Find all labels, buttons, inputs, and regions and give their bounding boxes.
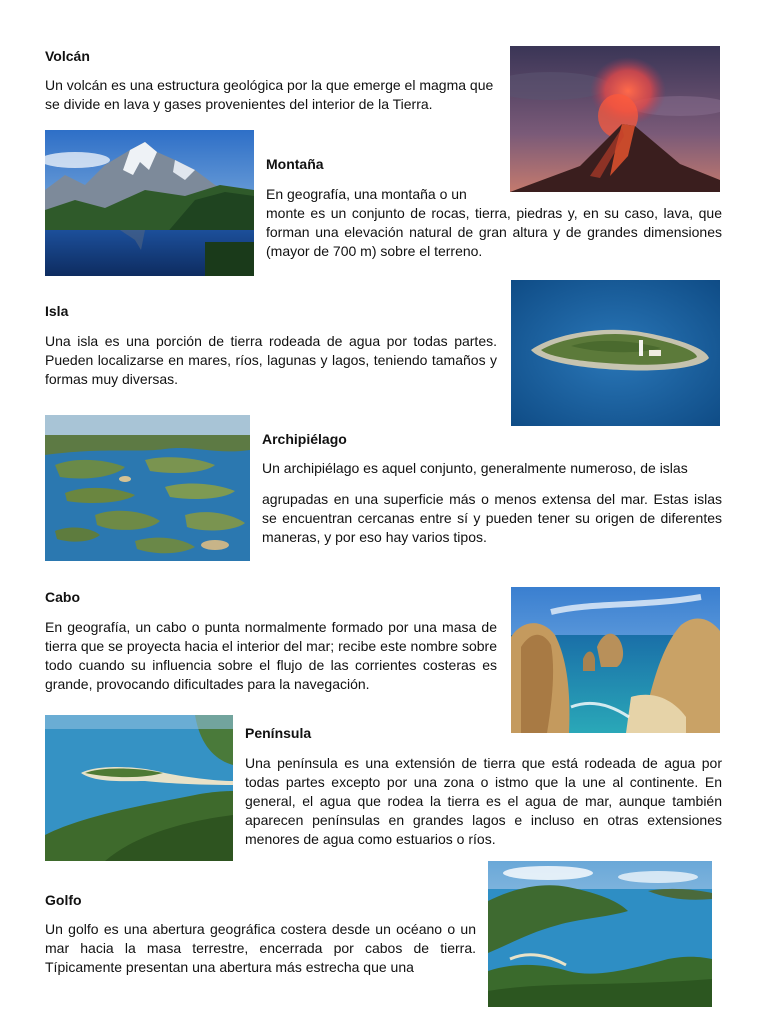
montana-heading: Montaña — [266, 156, 324, 172]
isla-text: Una isla es una porción de tierra rodeada de agua por todas partes. Pueden localizarse en mares, ríos, lagunas y lagos, teniendo tamaños y formas muy diversas. — [45, 333, 497, 387]
peninsula-heading: Península — [245, 725, 312, 741]
archipielago-text: agrupadas en una superficie más o menos extensa del mar. Estas islas se encuentran cercanas entre sí y pueden tener su origen de diferentes maneras, y por eso hay varios tipos. — [262, 491, 722, 545]
volcan-heading: Volcán — [45, 48, 90, 64]
island-image — [511, 280, 720, 426]
mountain-image — [45, 130, 254, 276]
montana-text-first: En geografía, una montaña o un — [266, 186, 467, 202]
golfo-heading: Golfo — [45, 892, 82, 908]
golfo-text: Un golfo es una abertura geográfica costera desde un océano o un mar hacia la masa terrestre, encerrada por cabos de tierra. Típicamente presentan una abertura más estrecha que una — [45, 921, 476, 975]
cabo-heading: Cabo — [45, 589, 80, 605]
cape-image — [511, 587, 720, 733]
cabo-text: En geografía, un cabo o punta normalmente formado por una masa de tierra que se proyecta hacia el interior del mar; recibe este nombre sobre todo cuando su influencia sobre el flujo de las corrientes costeras es grande, provocando dificultades para la navegación. — [45, 619, 497, 692]
archipelago-image — [45, 415, 250, 561]
gulf-image — [488, 861, 712, 1007]
archipielago-heading: Archipiélago — [262, 431, 347, 447]
peninsula-image — [45, 715, 233, 861]
archipielago-text-first: Un archipiélago es aquel conjunto, generalmente numeroso, de islas — [262, 460, 688, 476]
volcano-image — [510, 46, 720, 192]
montana-text: monte es un conjunto de rocas, tierra, piedras y, en su caso, lava, que forman una elevación natural de gran altura y de grandes dimensiones (mayor de 700 m) sobre el terreno. — [266, 205, 722, 259]
isla-heading: Isla — [45, 303, 69, 319]
volcan-text: Un volcán es una estructura geológica por la que emerge el magma que se divide en lava y gases provenientes del interior de la Tierra. — [45, 77, 494, 112]
peninsula-text: Una península es una extensión de tierra que está rodeada de agua por todas partes excepto por una zona o istmo que la une al continente. En general, el agua que rodea la tierra es el agua de mar, aunque también aparecen penínsulas en grandes lagos e incluso en otras extensiones menores de agua como estuarios o ríos. — [245, 755, 722, 847]
